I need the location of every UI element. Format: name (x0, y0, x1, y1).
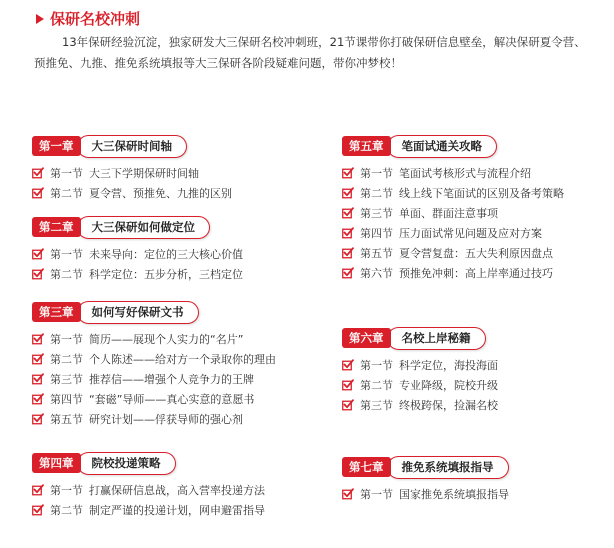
section-title: 笔面试考核形式与流程介绍 (399, 167, 531, 180)
section-number: 第四节 (50, 393, 83, 406)
list-item (32, 480, 265, 500)
list-item (32, 409, 276, 429)
section-title: 压力面试常见问题及应对方案 (399, 227, 542, 240)
chapter-header (32, 450, 265, 476)
chapter-badge: 第五章 (342, 136, 391, 156)
section-number: 第三节 (360, 207, 393, 220)
section-title: 线上线下笔面试的区别及备考策略 (399, 187, 564, 200)
triangle-right-icon (36, 14, 44, 24)
section-number: 第一节 (50, 248, 83, 261)
chapter-header (32, 299, 276, 325)
section-title: 研究计划——俘获导师的强心剂 (89, 413, 243, 426)
section-number: 第一节 (50, 484, 83, 497)
section-number: 第一节 (360, 488, 393, 501)
chapter-badge: 第一章 (32, 136, 81, 156)
section-title: 简历——展现个人实力的“名片” (89, 333, 244, 346)
checkbox-check-icon (342, 488, 354, 500)
chapter-header (342, 454, 509, 480)
chapter-badge: 第二章 (32, 217, 81, 237)
chapter-badge: 第七章 (342, 457, 391, 477)
section-title: 夏令营复盘：五大失利原因盘点 (399, 247, 553, 260)
checkbox-check-icon (342, 359, 354, 371)
section-title: 科学定位，海投海面 (399, 359, 498, 372)
list-item (32, 183, 232, 203)
section-number: 第一节 (360, 167, 393, 180)
checkbox-check-icon (342, 207, 354, 219)
chapter-header (32, 214, 243, 240)
checkbox-check-icon (32, 248, 44, 260)
section-title: 终极跨保，捡漏名校 (399, 399, 498, 412)
chapter-block (32, 299, 276, 429)
section-title: 预推免冲刺：高上岸率通过技巧 (399, 267, 553, 280)
section-title: 制定严谨的投递计划，网申避雷指导 (89, 504, 265, 517)
list-item (342, 484, 509, 504)
section-number: 第六节 (360, 267, 393, 280)
checkbox-check-icon (32, 504, 44, 516)
section-title: 单面、群面注意事项 (399, 207, 498, 220)
chapter-header (342, 133, 564, 159)
section-number: 第四节 (360, 227, 393, 240)
list-item (342, 243, 564, 263)
checkbox-check-icon (342, 247, 354, 259)
section-number: 第二节 (50, 187, 83, 200)
list-item (32, 349, 276, 369)
chapter-title: 如何写好保研文书 (77, 301, 199, 324)
page-title: 保研名校冲刺 (50, 10, 141, 28)
section-number: 第一节 (360, 359, 393, 372)
section-title: 打赢保研信息战，高入营率投递方法 (89, 484, 265, 497)
chapter-title: 推免系统填报指导 (387, 456, 509, 479)
section-number: 第二节 (50, 504, 83, 517)
list-item (32, 163, 232, 183)
header-title (36, 8, 140, 29)
list-item (342, 223, 564, 243)
chapter-block (342, 133, 564, 283)
section-title: 专业降级，院校升级 (399, 379, 498, 392)
list-item (32, 244, 243, 264)
section-number: 第五节 (360, 247, 393, 260)
chapter-block (342, 325, 498, 415)
checkbox-check-icon (32, 167, 44, 179)
section-list (342, 355, 498, 415)
section-number: 第二节 (360, 187, 393, 200)
chapter-header (32, 133, 232, 159)
chapter-badge: 第三章 (32, 302, 81, 322)
chapter-block (32, 133, 232, 203)
section-number: 第一节 (50, 167, 83, 180)
list-item (342, 395, 498, 415)
list-item (342, 263, 564, 283)
section-list (342, 484, 509, 504)
checkbox-check-icon (32, 187, 44, 199)
section-list (342, 163, 564, 283)
list-item (342, 355, 498, 375)
list-item (32, 369, 276, 389)
checkbox-check-icon (32, 413, 44, 425)
list-item (32, 264, 243, 284)
checkbox-check-icon (342, 227, 354, 239)
section-number: 第五节 (50, 413, 83, 426)
section-number: 第二节 (50, 268, 83, 281)
chapter-badge: 第六章 (342, 328, 391, 348)
section-title: 科学定位：五步分析，三档定位 (89, 268, 243, 281)
checkbox-check-icon (32, 393, 44, 405)
chapter-title: 院校投递策略 (77, 452, 176, 475)
section-number: 第二节 (360, 379, 393, 392)
section-number: 第一节 (50, 333, 83, 346)
list-item (342, 183, 564, 203)
checkbox-check-icon (342, 167, 354, 179)
list-item (342, 375, 498, 395)
chapter-title: 名校上岸秘籍 (387, 327, 486, 350)
chapter-block (32, 450, 265, 520)
checkbox-check-icon (32, 353, 44, 365)
checkbox-check-icon (342, 379, 354, 391)
chapter-title: 笔面试通关攻略 (387, 135, 498, 158)
list-item (32, 329, 276, 349)
section-list (32, 480, 265, 520)
section-number: 第三节 (50, 373, 83, 386)
section-list (32, 244, 243, 284)
section-title: 国家推免系统填报指导 (399, 488, 509, 501)
checkbox-check-icon (342, 399, 354, 411)
chapter-title: 大三保研如何做定位 (77, 216, 211, 239)
checkbox-check-icon (32, 484, 44, 496)
checkbox-check-icon (32, 268, 44, 280)
section-title: 个人陈述——给对方一个录取你的理由 (89, 353, 276, 366)
checkbox-check-icon (342, 267, 354, 279)
list-item (342, 163, 564, 183)
section-number: 第二节 (50, 353, 83, 366)
chapter-header (342, 325, 498, 351)
section-title: 未来导向：定位的三大核心价值 (89, 248, 243, 261)
section-list (32, 329, 276, 429)
section-title: 推荐信——增强个人竞争力的王牌 (89, 373, 254, 386)
checkbox-check-icon (342, 187, 354, 199)
chapter-title: 大三保研时间轴 (77, 135, 188, 158)
list-item (32, 389, 276, 409)
section-number: 第三节 (360, 399, 393, 412)
checkbox-check-icon (32, 373, 44, 385)
section-list (32, 163, 232, 203)
chapter-block (342, 454, 509, 504)
intro-paragraph: 13年保研经验沉淀，独家研发大三保研名校冲刺班，21节课带你打破保研信息壁垒，解决保研夏令营、预推免、九推、推免系统填报等大三保研各阶段疑难问题，带你冲梦校！ (34, 35, 586, 70)
list-item (32, 500, 265, 520)
checkbox-check-icon (32, 333, 44, 345)
list-item (342, 203, 564, 223)
chapter-badge: 第四章 (32, 453, 81, 473)
section-title: “套磁”导师——真心实意的意愿书 (89, 393, 255, 406)
section-title: 大三下学期保研时间轴 (89, 167, 199, 180)
section-title: 夏令营、预推免、九推的区别 (89, 187, 232, 200)
chapter-block (32, 214, 243, 284)
